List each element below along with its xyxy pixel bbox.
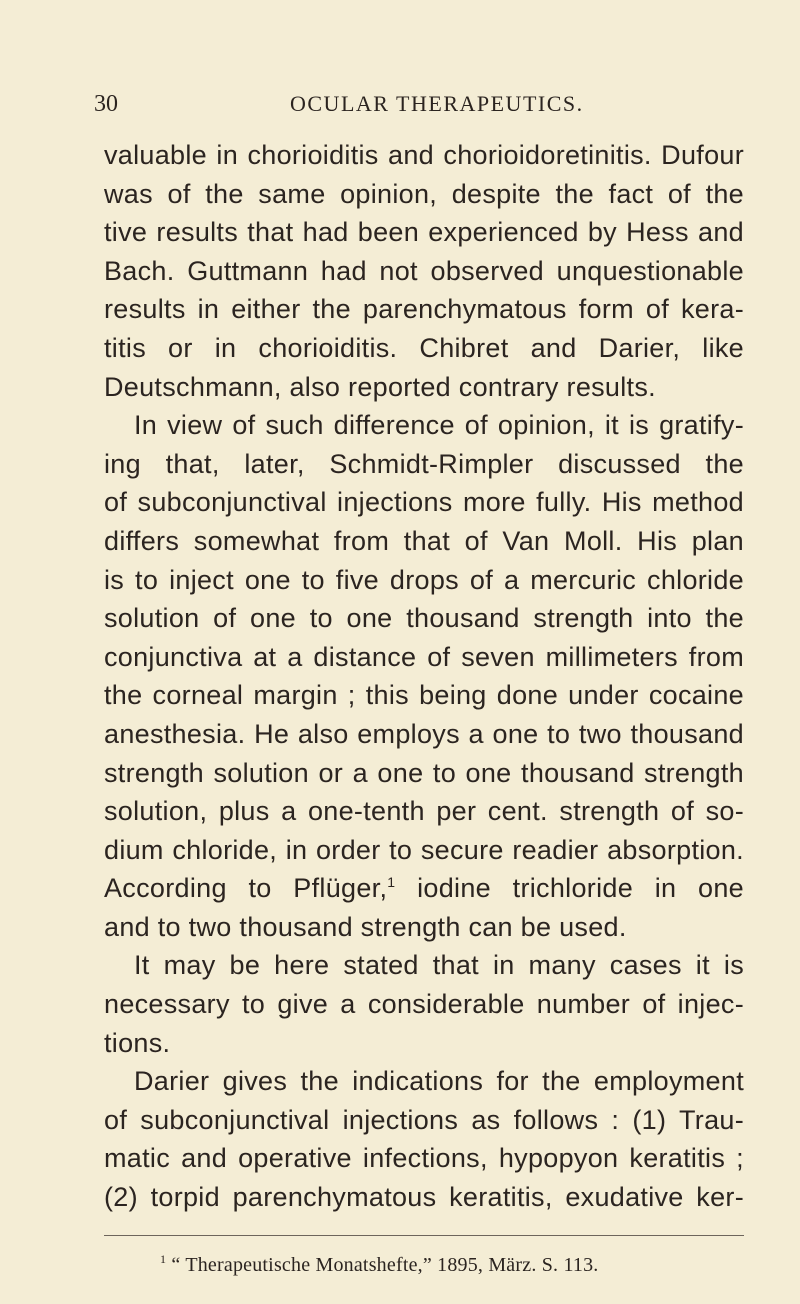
running-head: OCULAR THERAPEUTICS.	[290, 91, 584, 116]
text-line: It may be here stated that in many cases it is	[134, 950, 744, 981]
text-line: Bach. Guttmann had not observed unquestionable	[104, 255, 744, 286]
footnote-marker: 1	[160, 1252, 167, 1266]
text-line: ing that, later, Schmidt-Rimpler discussed the	[104, 448, 744, 479]
footnote-text: “ Therapeutische Monatshefte,” 1895, März. S. 113.	[166, 1254, 599, 1276]
text-line: is to inject one to five drops of a mercuric chloride	[104, 564, 744, 595]
text-line: solution of one to one thousand strength into the	[104, 603, 744, 634]
footnote-rule	[104, 1235, 744, 1236]
text-line: tions.	[104, 1027, 171, 1058]
text-line: In view of such difference of opinion, it is gratify-	[134, 410, 744, 441]
text-line: results in either the parenchymatous form of kera-	[104, 294, 744, 325]
text-line: valuable in chorioiditis and chorioidoretinitis. Dufour	[104, 140, 744, 170]
text-line: necessary to give a considerable number of injec-	[104, 989, 744, 1020]
footnote-marker: 1	[387, 874, 396, 891]
text-line: dium chloride, in order to secure readier absorption.	[104, 834, 744, 865]
text-line: conjunctiva at a distance of seven millimeters from	[104, 641, 744, 672]
text-fragment: iodine trichloride in one	[417, 873, 744, 904]
text-line: (2) torpid parenchymatous keratitis, exudative ker-	[104, 1182, 744, 1213]
text-line: matic and operative infections, hypopyon keratitis ;	[104, 1143, 744, 1174]
text-line: differs somewhat from that of Van Moll. His plan	[104, 525, 744, 556]
text-line: and to two thousand strength can be used.	[104, 911, 627, 942]
text-line: tive results that had been experienced by Hess and	[104, 217, 744, 248]
text-line: titis or in chorioiditis. Chibret and Darier, like	[104, 332, 744, 363]
body-text	[104, 136, 744, 1217]
text-line: was of the same opinion, despite the fact of the	[104, 178, 744, 209]
text-line: Darier gives the indications for the employment	[134, 1066, 744, 1097]
page-header	[94, 88, 714, 124]
text-line: of subconjunctival injections as follows : (1) Trau-	[104, 1104, 744, 1135]
text-line: strength solution or a one to one thousand strength	[104, 757, 744, 788]
text-line: anesthesia. He also employs a one to two thousand	[104, 718, 744, 749]
page-number: 30	[94, 91, 118, 117]
text-line: of subconjunctival injections more fully. His method	[104, 487, 744, 518]
text-line: solution, plus a one-tenth per cent. strength of so-	[104, 796, 744, 827]
text-line	[104, 869, 744, 908]
footnote	[160, 1252, 599, 1278]
text-line: Deutschmann, also reported contrary results.	[104, 371, 656, 402]
text-fragment: According to Pflüger,	[104, 873, 388, 904]
text-line: the corneal margin ; this being done under cocaine	[104, 680, 744, 711]
